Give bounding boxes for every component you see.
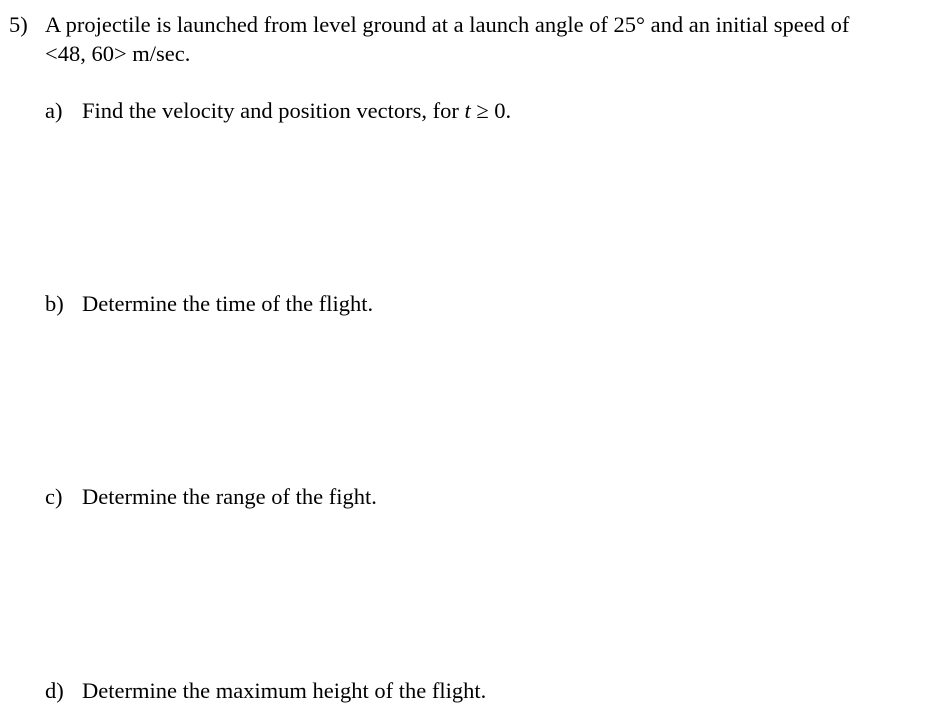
- part-d-text: Determine the maximum height of the flight.: [82, 678, 487, 703]
- part-d-letter: d): [45, 678, 64, 703]
- problem-statement: [9, 10, 939, 68]
- part-d: [45, 676, 486, 705]
- part-c: [45, 482, 377, 511]
- problem-number: 5): [9, 12, 28, 37]
- problem-line-1: [9, 10, 939, 39]
- part-b-letter: b): [45, 291, 64, 316]
- part-c-text: Determine the range of the fight.: [82, 484, 377, 509]
- part-b-text: Determine the time of the flight.: [82, 291, 374, 316]
- part-c-letter: c): [45, 484, 63, 509]
- part-a-letter: a): [45, 98, 63, 123]
- problem-text-line-1: A projectile is launched from level ground at a launch angle of 25° and an initial speed of: [45, 12, 850, 37]
- part-a-math-variable: t: [464, 98, 471, 123]
- part-a-text: Find the velocity and position vectors, for: [82, 98, 465, 123]
- part-b: [45, 289, 373, 318]
- part-a-math-tail: ≥ 0.: [470, 98, 512, 123]
- problem-line-2: [9, 39, 939, 68]
- part-a: [45, 96, 511, 125]
- problem-text-line-2: <48, 60> m/sec.: [45, 41, 191, 66]
